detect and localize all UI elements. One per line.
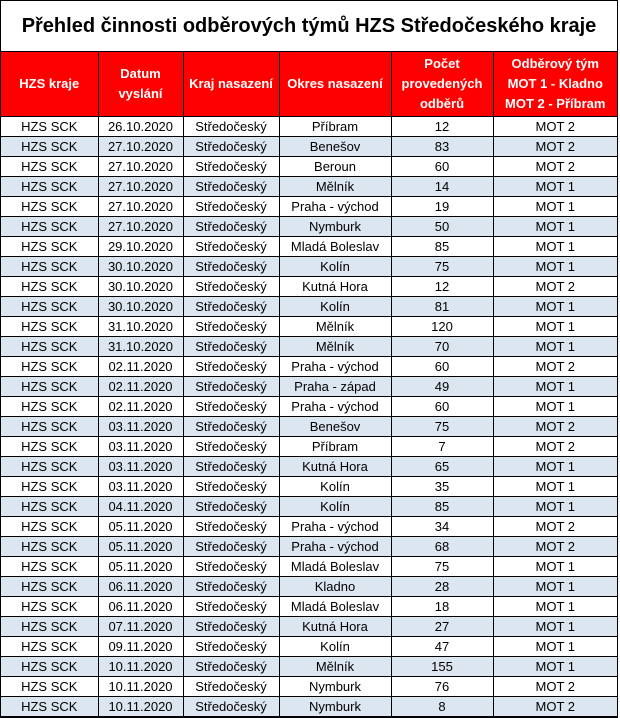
cell-count: 75 — [391, 257, 493, 277]
cell-team: MOT 1 — [493, 237, 617, 257]
cell-count: 19 — [391, 197, 493, 217]
cell-count: 83 — [391, 137, 493, 157]
cell-team: MOT 1 — [493, 457, 617, 477]
table-row — [1, 617, 617, 637]
cell-district: Mladá Boleslav — [279, 237, 391, 257]
cell-team: MOT 1 — [493, 177, 617, 197]
header-date-line2: vyslání — [118, 86, 163, 101]
table-row — [1, 657, 617, 677]
cell-district: Mělník — [279, 657, 391, 677]
cell-date: 10.11.2020 — [98, 677, 183, 697]
cell-district: Praha - východ — [279, 397, 391, 417]
table-row — [1, 477, 617, 497]
cell-date: 27.10.2020 — [98, 177, 183, 197]
cell-district: Kutná Hora — [279, 277, 391, 297]
cell-district: Kolín — [279, 297, 391, 317]
table-row — [1, 237, 617, 257]
cell-count: 49 — [391, 377, 493, 397]
cell-count: 50 — [391, 217, 493, 237]
cell-count: 60 — [391, 157, 493, 177]
cell-hzs: HZS SCK — [1, 697, 98, 717]
table-row — [1, 137, 617, 157]
cell-hzs: HZS SCK — [1, 657, 98, 677]
cell-count: 47 — [391, 637, 493, 657]
header-hzs — [1, 52, 98, 117]
cell-region: Středočeský — [183, 477, 279, 497]
cell-region: Středočeský — [183, 197, 279, 217]
cell-date: 05.11.2020 — [98, 537, 183, 557]
table-row — [1, 497, 617, 517]
cell-count: 68 — [391, 537, 493, 557]
header-district — [279, 52, 391, 117]
cell-region: Středočeský — [183, 137, 279, 157]
cell-count: 75 — [391, 417, 493, 437]
cell-hzs: HZS SCK — [1, 377, 98, 397]
cell-date: 05.11.2020 — [98, 517, 183, 537]
cell-district: Praha - západ — [279, 377, 391, 397]
table-row — [1, 377, 617, 397]
cell-hzs: HZS SCK — [1, 177, 98, 197]
cell-date: 26.10.2020 — [98, 117, 183, 137]
cell-date: 31.10.2020 — [98, 317, 183, 337]
cell-date: 10.11.2020 — [98, 657, 183, 677]
table-row — [1, 557, 617, 577]
table-row — [1, 157, 617, 177]
cell-date: 27.10.2020 — [98, 197, 183, 217]
cell-team: MOT 1 — [493, 497, 617, 517]
cell-district: Mladá Boleslav — [279, 557, 391, 577]
cell-count: 65 — [391, 457, 493, 477]
header-region-label: Kraj nasazení — [189, 76, 273, 91]
cell-region: Středočeský — [183, 677, 279, 697]
cell-district: Nymburk — [279, 677, 391, 697]
cell-count: 85 — [391, 237, 493, 257]
cell-district: Kolín — [279, 637, 391, 657]
cell-region: Středočeský — [183, 237, 279, 257]
table-row — [1, 597, 617, 617]
cell-count: 12 — [391, 117, 493, 137]
cell-hzs: HZS SCK — [1, 497, 98, 517]
cell-region: Středočeský — [183, 617, 279, 637]
cell-team: MOT 2 — [493, 357, 617, 377]
cell-district: Kutná Hora — [279, 617, 391, 637]
table-row — [1, 197, 617, 217]
cell-region: Středočeský — [183, 277, 279, 297]
cell-hzs: HZS SCK — [1, 137, 98, 157]
table-row — [1, 517, 617, 537]
cell-region: Středočeský — [183, 217, 279, 237]
cell-date: 03.11.2020 — [98, 477, 183, 497]
cell-date: 05.11.2020 — [98, 557, 183, 577]
table-row — [1, 337, 617, 357]
cell-hzs: HZS SCK — [1, 637, 98, 657]
table-row — [1, 677, 617, 697]
cell-team: MOT 1 — [493, 657, 617, 677]
header-count-line2: provedených — [401, 76, 483, 91]
cell-hzs: HZS SCK — [1, 597, 98, 617]
report-title: Přehled činnosti odběrových týmů HZS Středočeského kraje — [1, 1, 617, 52]
cell-count: 120 — [391, 317, 493, 337]
cell-team: MOT 1 — [493, 257, 617, 277]
cell-hzs: HZS SCK — [1, 577, 98, 597]
cell-region: Středočeský — [183, 377, 279, 397]
cell-region: Středočeský — [183, 417, 279, 437]
cell-count: 18 — [391, 597, 493, 617]
cell-team: MOT 1 — [493, 577, 617, 597]
cell-count: 8 — [391, 697, 493, 717]
cell-district: Benešov — [279, 417, 391, 437]
cell-district: Mělník — [279, 337, 391, 357]
cell-district: Nymburk — [279, 217, 391, 237]
cell-team: MOT 2 — [493, 517, 617, 537]
cell-date: 03.11.2020 — [98, 417, 183, 437]
cell-hzs: HZS SCK — [1, 337, 98, 357]
table-row — [1, 537, 617, 557]
cell-count: 14 — [391, 177, 493, 197]
cell-date: 02.11.2020 — [98, 397, 183, 417]
cell-region: Středočeský — [183, 637, 279, 657]
activity-table — [1, 52, 617, 717]
cell-district: Benešov — [279, 137, 391, 157]
cell-date: 09.11.2020 — [98, 637, 183, 657]
cell-region: Středočeský — [183, 397, 279, 417]
cell-date: 07.11.2020 — [98, 617, 183, 637]
table-row — [1, 697, 617, 717]
cell-region: Středočeský — [183, 117, 279, 137]
cell-count: 27 — [391, 617, 493, 637]
cell-team: MOT 1 — [493, 217, 617, 237]
cell-team: MOT 2 — [493, 537, 617, 557]
cell-date: 03.11.2020 — [98, 457, 183, 477]
cell-hzs: HZS SCK — [1, 217, 98, 237]
table-body — [1, 117, 617, 717]
cell-district: Kolín — [279, 257, 391, 277]
cell-hzs: HZS SCK — [1, 317, 98, 337]
header-date-line1: Datum — [120, 66, 161, 81]
table-row — [1, 397, 617, 417]
table-row — [1, 317, 617, 337]
cell-team: MOT 1 — [493, 477, 617, 497]
cell-date: 02.11.2020 — [98, 377, 183, 397]
cell-count: 76 — [391, 677, 493, 697]
cell-district: Mladá Boleslav — [279, 597, 391, 617]
cell-district: Praha - východ — [279, 517, 391, 537]
cell-hzs: HZS SCK — [1, 197, 98, 217]
cell-date: 27.10.2020 — [98, 157, 183, 177]
header-region — [183, 52, 279, 117]
cell-hzs: HZS SCK — [1, 437, 98, 457]
table-row — [1, 257, 617, 277]
cell-district: Praha - východ — [279, 197, 391, 217]
cell-date: 04.11.2020 — [98, 497, 183, 517]
cell-count: 7 — [391, 437, 493, 457]
cell-region: Středočeský — [183, 177, 279, 197]
cell-hzs: HZS SCK — [1, 237, 98, 257]
cell-team: MOT 1 — [493, 197, 617, 217]
cell-team: MOT 1 — [493, 617, 617, 637]
cell-team: MOT 2 — [493, 277, 617, 297]
table-row — [1, 117, 617, 137]
cell-region: Středočeský — [183, 297, 279, 317]
cell-region: Středočeský — [183, 537, 279, 557]
cell-region: Středočeský — [183, 597, 279, 617]
cell-date: 30.10.2020 — [98, 297, 183, 317]
cell-count: 81 — [391, 297, 493, 317]
cell-team: MOT 2 — [493, 117, 617, 137]
cell-date: 30.10.2020 — [98, 257, 183, 277]
header-count — [391, 52, 493, 117]
cell-district: Praha - východ — [279, 537, 391, 557]
cell-hzs: HZS SCK — [1, 457, 98, 477]
cell-count: 85 — [391, 497, 493, 517]
cell-date: 02.11.2020 — [98, 357, 183, 377]
cell-date: 03.11.2020 — [98, 437, 183, 457]
table-header-row — [1, 52, 617, 117]
cell-region: Středočeský — [183, 557, 279, 577]
cell-region: Středočeský — [183, 337, 279, 357]
cell-region: Středočeský — [183, 657, 279, 677]
cell-hzs: HZS SCK — [1, 517, 98, 537]
cell-district: Příbram — [279, 117, 391, 137]
cell-date: 27.10.2020 — [98, 217, 183, 237]
table-row — [1, 177, 617, 197]
cell-count: 34 — [391, 517, 493, 537]
header-hzs-label: HZS kraje — [19, 76, 80, 91]
table-row — [1, 437, 617, 457]
cell-district: Kolín — [279, 497, 391, 517]
cell-date: 31.10.2020 — [98, 337, 183, 357]
table-row — [1, 357, 617, 377]
cell-count: 70 — [391, 337, 493, 357]
cell-team: MOT 1 — [493, 317, 617, 337]
cell-count: 60 — [391, 397, 493, 417]
cell-count: 28 — [391, 577, 493, 597]
cell-count: 35 — [391, 477, 493, 497]
cell-region: Středočeský — [183, 457, 279, 477]
cell-team: MOT 1 — [493, 377, 617, 397]
cell-team: MOT 2 — [493, 137, 617, 157]
header-team-line2: MOT 1 - Kladno — [507, 76, 603, 91]
cell-team: MOT 1 — [493, 637, 617, 657]
cell-region: Středočeský — [183, 697, 279, 717]
cell-hzs: HZS SCK — [1, 357, 98, 377]
cell-hzs: HZS SCK — [1, 417, 98, 437]
table-row — [1, 217, 617, 237]
cell-region: Středočeský — [183, 317, 279, 337]
cell-team: MOT 2 — [493, 437, 617, 457]
table-row — [1, 637, 617, 657]
cell-district: Kolín — [279, 477, 391, 497]
cell-region: Středočeský — [183, 157, 279, 177]
cell-team: MOT 1 — [493, 337, 617, 357]
cell-team: MOT 1 — [493, 397, 617, 417]
cell-team: MOT 1 — [493, 597, 617, 617]
header-count-line1: Počet — [424, 56, 460, 71]
cell-team: MOT 1 — [493, 297, 617, 317]
cell-count: 12 — [391, 277, 493, 297]
header-count-line3: odběrů — [419, 96, 465, 111]
cell-hzs: HZS SCK — [1, 257, 98, 277]
cell-district: Příbram — [279, 437, 391, 457]
cell-district: Beroun — [279, 157, 391, 177]
cell-hzs: HZS SCK — [1, 277, 98, 297]
cell-team: MOT 2 — [493, 677, 617, 697]
cell-district: Mělník — [279, 177, 391, 197]
cell-district: Nymburk — [279, 697, 391, 717]
cell-date: 30.10.2020 — [98, 277, 183, 297]
cell-team: MOT 2 — [493, 157, 617, 177]
cell-hzs: HZS SCK — [1, 297, 98, 317]
cell-hzs: HZS SCK — [1, 397, 98, 417]
cell-hzs: HZS SCK — [1, 557, 98, 577]
cell-date: 27.10.2020 — [98, 137, 183, 157]
cell-district: Mělník — [279, 317, 391, 337]
cell-district: Kutná Hora — [279, 457, 391, 477]
cell-date: 06.11.2020 — [98, 597, 183, 617]
cell-hzs: HZS SCK — [1, 157, 98, 177]
cell-district: Kladno — [279, 577, 391, 597]
cell-team: MOT 2 — [493, 417, 617, 437]
cell-hzs: HZS SCK — [1, 677, 98, 697]
table-row — [1, 277, 617, 297]
header-team-line3: MOT 2 - Příbram — [505, 96, 606, 111]
cell-date: 29.10.2020 — [98, 237, 183, 257]
cell-count: 155 — [391, 657, 493, 677]
cell-hzs: HZS SCK — [1, 537, 98, 557]
cell-region: Středočeský — [183, 517, 279, 537]
cell-region: Středočeský — [183, 577, 279, 597]
header-team-line1: Odběrový tým — [511, 56, 599, 71]
table-row — [1, 457, 617, 477]
cell-count: 60 — [391, 357, 493, 377]
cell-district: Praha - východ — [279, 357, 391, 377]
table-row — [1, 297, 617, 317]
table-row — [1, 417, 617, 437]
cell-count: 75 — [391, 557, 493, 577]
cell-date: 10.11.2020 — [98, 697, 183, 717]
cell-hzs: HZS SCK — [1, 117, 98, 137]
cell-region: Středočeský — [183, 437, 279, 457]
table-row — [1, 577, 617, 597]
header-district-label: Okres nasazení — [287, 76, 383, 91]
cell-team: MOT 2 — [493, 697, 617, 717]
cell-hzs: HZS SCK — [1, 617, 98, 637]
header-date — [98, 52, 183, 117]
cell-region: Středočeský — [183, 357, 279, 377]
cell-hzs: HZS SCK — [1, 477, 98, 497]
cell-region: Středočeský — [183, 497, 279, 517]
cell-date: 06.11.2020 — [98, 577, 183, 597]
cell-team: MOT 1 — [493, 557, 617, 577]
header-team — [493, 52, 617, 117]
cell-region: Středočeský — [183, 257, 279, 277]
